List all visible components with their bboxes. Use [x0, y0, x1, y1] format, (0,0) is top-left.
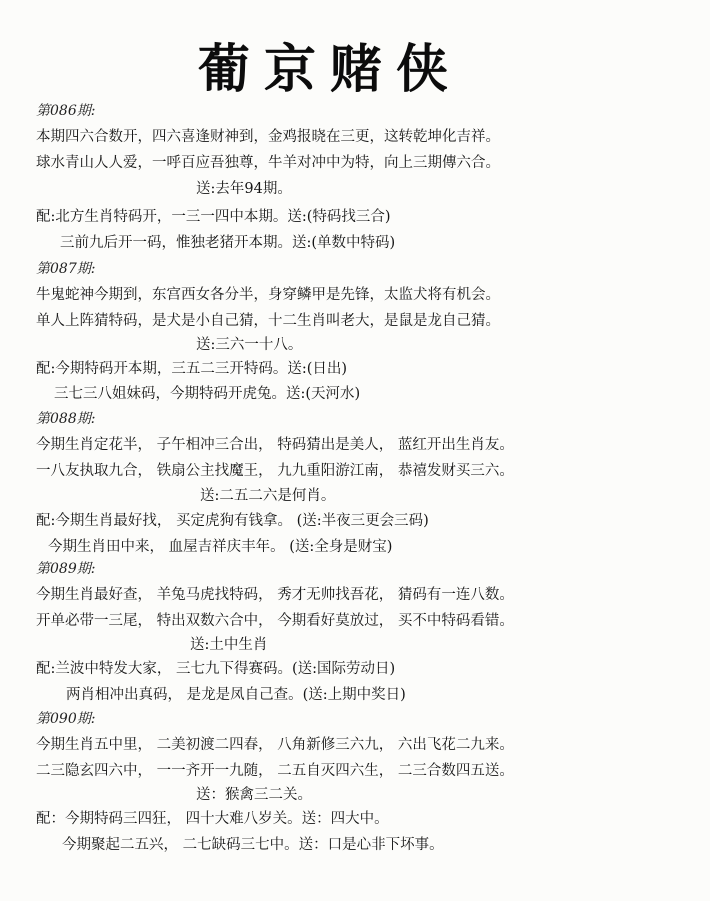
poem-line: 牛鬼蛇神今期到，东宫西女各分半，身穿鳞甲是先锋，太监犬将有机会。 — [36, 287, 500, 303]
poem-line: 本期四六合数开，四六喜逢财神到，金鸡报晓在三更，这转乾坤化吉祥。 — [36, 129, 500, 145]
tip-line: 配:今期特码开本期，三五二三开特码。送:(日出) — [36, 361, 348, 377]
tip-line: 配:北方生肖特码开，一三一四中本期。送:(特码找三合) — [36, 209, 391, 225]
poem-line: 今期生肖五中里， 二美初渡二四春， 八角新修三六九， 六出飞花二九来。 — [36, 737, 514, 753]
tip-line: 配:兰波中特发大家， 三七九下得赛码。(送:国际劳动日) — [36, 661, 396, 677]
poem-line: 单人上阵猜特码，是犬是小自己猜，十二生肖叫老大，是鼠是龙自己猜。 — [36, 313, 500, 329]
poem-line: 今期生肖最好查， 羊兔马虎找特码， 秀才无帅找吾花， 猜码有一连八数。 — [36, 587, 514, 603]
send-line: 送：猴禽三二关。 — [196, 787, 312, 803]
poem-line: 今期生肖定花半， 子午相冲三合出， 特码猜出是美人， 蓝红开出生肖友。 — [36, 437, 514, 453]
poem-line: 一八友执取九合， 铁扇公主找魔王， 九九重阳游江南， 恭禧发财买三六。 — [36, 463, 514, 479]
tip-line: 三七三八姐妹码，今期特码开虎兔。送:(天河水) — [54, 386, 361, 402]
send-line: 送:二五二六是何肖。 — [200, 488, 336, 504]
issue-number: 第090期: — [36, 711, 96, 727]
issue-number: 第086期: — [36, 103, 96, 119]
send-line: 送:三六一十八。 — [196, 337, 303, 353]
send-line: 送:土中生肖 — [190, 637, 268, 653]
tip-line: 配：今期特码三四狂， 四十大难八岁关。送：四大中。 — [36, 811, 389, 827]
issue-number: 第088期: — [36, 411, 96, 427]
send-line: 送:去年94期。 — [196, 181, 292, 197]
tip-line: 两肖相冲出真码， 是龙是凤自己查。(送:上期中奖日) — [66, 687, 406, 703]
tip-line: 三前九后开一码，惟独老猪开本期。送:(单数中特码) — [60, 235, 396, 251]
issue-number: 第087期: — [36, 261, 96, 277]
poem-line: 开单必带一三尾， 特出双数六合中， 今期看好莫放过， 买不中特码看错。 — [36, 613, 514, 629]
issue-number: 第089期: — [36, 561, 96, 577]
tip-line: 今期生肖田中来， 血屋吉祥庆丰年。 (送:全身是财宝) — [48, 539, 393, 555]
page-title: 葡京赌侠 — [197, 40, 462, 100]
poem-line: 二三隐玄四六中， 一一齐开一九随， 二五自灭四六生， 二三合数四五送。 — [36, 763, 514, 779]
tip-line: 配:今期生肖最好找， 买定虎狗有钱拿。 (送:半夜三更会三码) — [36, 513, 429, 529]
tip-line: 今期聚起二五兴， 二七缺码三七中。送：口是心非下坏事。 — [62, 837, 444, 853]
poem-line: 球水青山人人爱，一呼百应吾独尊，牛羊对冲中为特，向上三期傳六合。 — [36, 155, 500, 171]
